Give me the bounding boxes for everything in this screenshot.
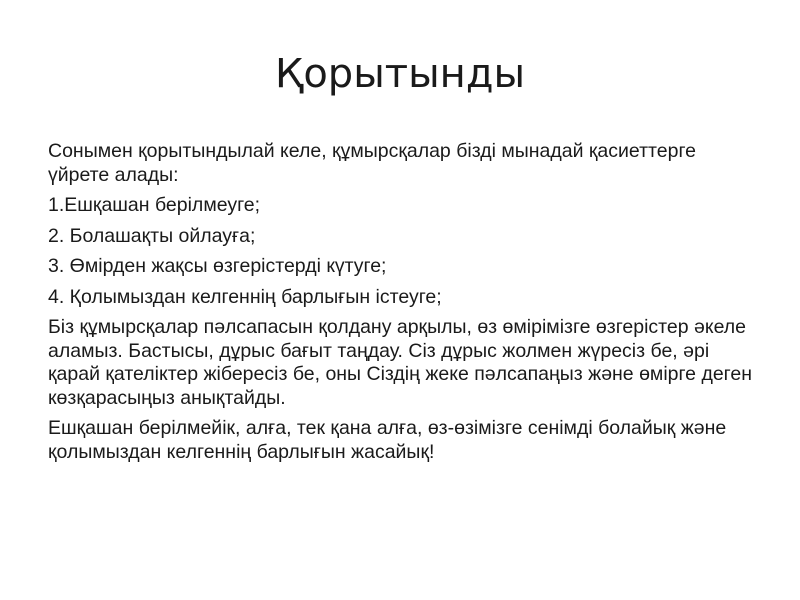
list-item-3: 3. Өмірден жақсы өзгерістерді күтуге; (48, 255, 387, 277)
list-item-1: 1.Ешқашан берілмеуге; (48, 194, 261, 216)
paragraph-philosophy: Біз құмырсқалар пәлсапасын қолдану арқылы, өз өмірімізге өзгерістер әкеле аламыз. Бастысы, дұрыс бағыт таңдау. Сіз дұрыс жолмен жүресіз бе, әрі қарай қателіктер жібересіз бе, оны Сіздің жеке пәлсапаңыз және өмірге деген көзқарасыңыз анықтайды. (48, 316, 752, 409)
list-item-2: 2. Болашақты ойлауға; (48, 224, 256, 247)
slide-title: Қорытынды (274, 51, 526, 97)
slide-body (48, 140, 758, 471)
list-item-4: 4. Қолымыздан келгеннің барлығын істеуге; (48, 285, 442, 308)
paragraph-conclusion: Ешқашан берілмейік, алға, тек қана алға, өз-өзімізге сенімді болайық және қолымыздан келгеннің барлығын жасайық! (48, 417, 727, 463)
paragraph-intro: Сонымен қорытындылай келе, құмырсқалар бізді мынадай қасиеттерге үйрете алады: (48, 140, 696, 186)
